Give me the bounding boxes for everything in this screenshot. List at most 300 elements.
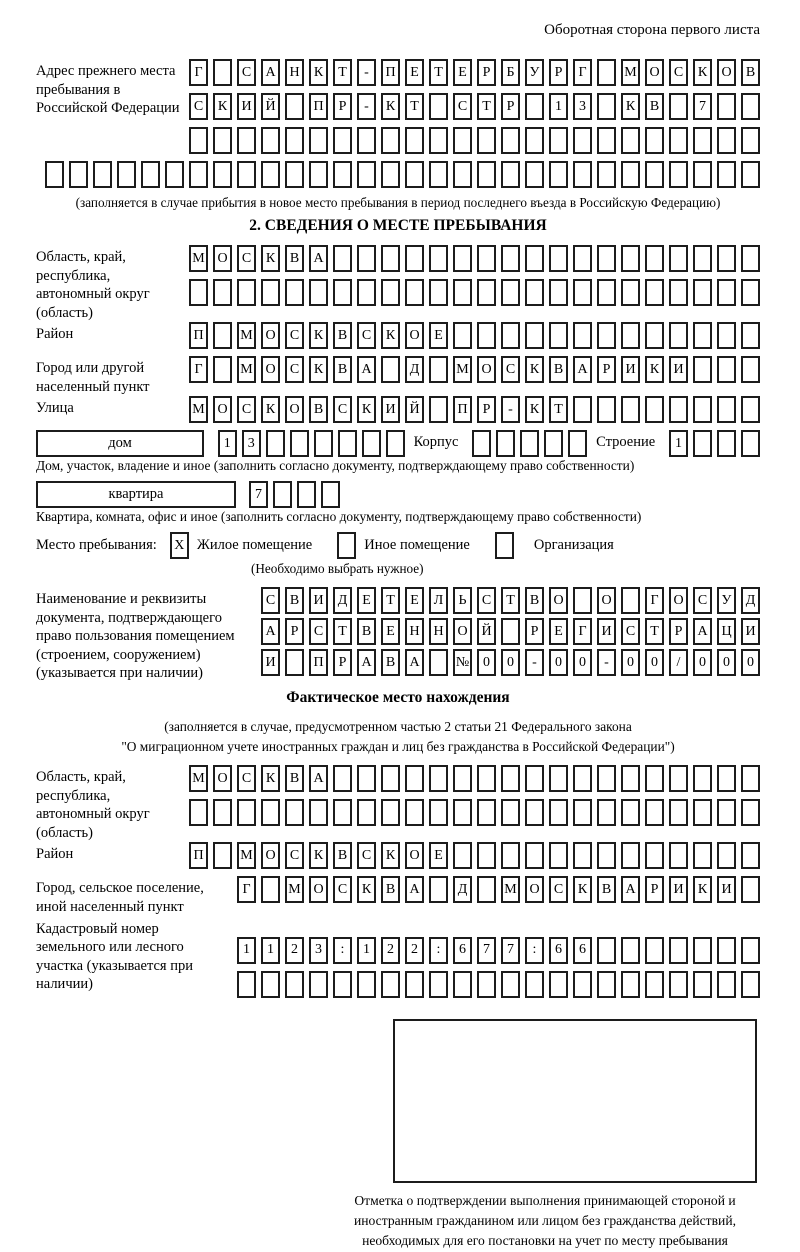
char-box[interactable]: -: [525, 649, 544, 676]
char-box[interactable]: 0: [645, 649, 664, 676]
char-box[interactable]: [717, 245, 736, 272]
char-box[interactable]: И: [309, 587, 328, 614]
char-box[interactable]: [213, 59, 232, 86]
char-box[interactable]: [597, 93, 616, 120]
char-box[interactable]: Г: [189, 356, 208, 383]
char-box[interactable]: [261, 971, 280, 998]
char-box[interactable]: [477, 842, 496, 869]
char-box[interactable]: [69, 161, 88, 188]
char-box[interactable]: [741, 799, 760, 826]
char-box[interactable]: [621, 842, 640, 869]
char-box[interactable]: К: [525, 356, 544, 383]
char-box[interactable]: [549, 842, 568, 869]
char-box[interactable]: К: [357, 396, 376, 423]
char-box[interactable]: К: [693, 59, 712, 86]
char-box[interactable]: Ь: [453, 587, 472, 614]
char-box[interactable]: М: [237, 356, 256, 383]
char-box[interactable]: Е: [381, 618, 400, 645]
char-box[interactable]: О: [717, 59, 736, 86]
char-box[interactable]: [717, 799, 736, 826]
char-box[interactable]: [525, 279, 544, 306]
char-box[interactable]: [693, 430, 712, 457]
char-box[interactable]: [93, 161, 112, 188]
char-box[interactable]: [362, 430, 381, 457]
char-box[interactable]: [381, 279, 400, 306]
char-box[interactable]: [453, 161, 472, 188]
char-box[interactable]: [741, 765, 760, 792]
char-box[interactable]: [453, 842, 472, 869]
char-box[interactable]: К: [261, 245, 280, 272]
char-box[interactable]: К: [381, 322, 400, 349]
char-box[interactable]: [189, 161, 208, 188]
char-box[interactable]: Р: [333, 649, 352, 676]
char-box[interactable]: Б: [501, 59, 520, 86]
char-box[interactable]: [741, 356, 760, 383]
char-box[interactable]: Т: [333, 618, 352, 645]
char-box[interactable]: С: [237, 245, 256, 272]
char-box[interactable]: В: [309, 396, 328, 423]
char-box[interactable]: [285, 161, 304, 188]
char-box[interactable]: [717, 765, 736, 792]
char-box[interactable]: [477, 279, 496, 306]
char-box[interactable]: [669, 161, 688, 188]
char-box[interactable]: 0: [621, 649, 640, 676]
char-box[interactable]: [525, 245, 544, 272]
char-box[interactable]: А: [405, 649, 424, 676]
char-box[interactable]: [429, 649, 448, 676]
char-box[interactable]: [285, 279, 304, 306]
char-box[interactable]: [405, 127, 424, 154]
char-box[interactable]: 0: [717, 649, 736, 676]
char-box[interactable]: П: [189, 842, 208, 869]
char-box[interactable]: [429, 971, 448, 998]
char-box[interactable]: В: [597, 876, 616, 903]
char-box[interactable]: С: [285, 842, 304, 869]
char-box[interactable]: М: [453, 356, 472, 383]
char-box[interactable]: К: [309, 356, 328, 383]
char-box[interactable]: [357, 799, 376, 826]
char-box[interactable]: [669, 799, 688, 826]
char-box[interactable]: 7: [693, 93, 712, 120]
char-box[interactable]: [597, 765, 616, 792]
char-box[interactable]: [213, 161, 232, 188]
char-box[interactable]: В: [333, 842, 352, 869]
char-box[interactable]: [525, 765, 544, 792]
char-box[interactable]: [621, 396, 640, 423]
char-box[interactable]: [290, 430, 309, 457]
char-box[interactable]: Р: [645, 876, 664, 903]
char-box[interactable]: [386, 430, 405, 457]
char-box[interactable]: [261, 161, 280, 188]
char-box[interactable]: [429, 127, 448, 154]
char-box[interactable]: М: [189, 765, 208, 792]
char-box[interactable]: В: [285, 587, 304, 614]
char-box[interactable]: [669, 245, 688, 272]
char-box[interactable]: [189, 127, 208, 154]
char-box[interactable]: Н: [285, 59, 304, 86]
char-box[interactable]: Р: [669, 618, 688, 645]
char-box[interactable]: [621, 245, 640, 272]
char-box[interactable]: [669, 279, 688, 306]
char-box[interactable]: 0: [693, 649, 712, 676]
char-box[interactable]: [573, 587, 592, 614]
char-box[interactable]: О: [285, 396, 304, 423]
char-box[interactable]: С: [237, 396, 256, 423]
char-box[interactable]: [429, 356, 448, 383]
char-box[interactable]: [717, 161, 736, 188]
char-box[interactable]: [213, 356, 232, 383]
char-box[interactable]: М: [189, 245, 208, 272]
char-box[interactable]: О: [213, 245, 232, 272]
char-box[interactable]: И: [237, 93, 256, 120]
char-box[interactable]: [645, 971, 664, 998]
char-box[interactable]: [741, 430, 760, 457]
char-box[interactable]: Й: [477, 618, 496, 645]
char-box[interactable]: [285, 799, 304, 826]
char-box[interactable]: [381, 799, 400, 826]
char-box[interactable]: [453, 127, 472, 154]
char-box[interactable]: А: [261, 618, 280, 645]
char-box[interactable]: В: [525, 587, 544, 614]
char-box[interactable]: [621, 322, 640, 349]
char-box[interactable]: М: [237, 322, 256, 349]
char-box[interactable]: К: [525, 396, 544, 423]
char-box[interactable]: [477, 799, 496, 826]
char-box[interactable]: [573, 396, 592, 423]
char-box[interactable]: П: [189, 322, 208, 349]
char-box[interactable]: В: [381, 649, 400, 676]
char-box[interactable]: К: [693, 876, 712, 903]
char-box[interactable]: М: [501, 876, 520, 903]
char-box[interactable]: [333, 161, 352, 188]
char-box[interactable]: [645, 396, 664, 423]
char-box[interactable]: [405, 279, 424, 306]
char-box[interactable]: [669, 842, 688, 869]
char-box[interactable]: О: [645, 59, 664, 86]
char-box[interactable]: [309, 279, 328, 306]
char-box[interactable]: [645, 937, 664, 964]
char-box[interactable]: [213, 322, 232, 349]
char-box[interactable]: [405, 765, 424, 792]
char-box[interactable]: К: [261, 765, 280, 792]
char-box[interactable]: Г: [645, 587, 664, 614]
char-box[interactable]: [333, 971, 352, 998]
char-box[interactable]: К: [261, 396, 280, 423]
char-box[interactable]: [693, 765, 712, 792]
char-box[interactable]: К: [357, 876, 376, 903]
char-box[interactable]: [741, 396, 760, 423]
char-box[interactable]: У: [525, 59, 544, 86]
char-box[interactable]: С: [237, 765, 256, 792]
char-box[interactable]: [741, 127, 760, 154]
char-box[interactable]: Ц: [717, 618, 736, 645]
char-box[interactable]: [189, 279, 208, 306]
char-box[interactable]: [741, 245, 760, 272]
char-box[interactable]: -: [597, 649, 616, 676]
char-box[interactable]: [549, 765, 568, 792]
char-box[interactable]: [477, 765, 496, 792]
char-box[interactable]: [717, 356, 736, 383]
char-box[interactable]: 2: [285, 937, 304, 964]
char-box[interactable]: [453, 971, 472, 998]
char-box[interactable]: [669, 127, 688, 154]
char-box[interactable]: В: [333, 322, 352, 349]
char-box[interactable]: С: [501, 356, 520, 383]
char-box[interactable]: К: [645, 356, 664, 383]
char-box[interactable]: И: [381, 396, 400, 423]
char-box[interactable]: [741, 161, 760, 188]
char-box[interactable]: [573, 971, 592, 998]
char-box[interactable]: С: [549, 876, 568, 903]
char-box[interactable]: [213, 799, 232, 826]
char-box[interactable]: [573, 765, 592, 792]
char-box[interactable]: Т: [501, 587, 520, 614]
char-box[interactable]: [693, 842, 712, 869]
char-box[interactable]: В: [549, 356, 568, 383]
char-box[interactable]: -: [501, 396, 520, 423]
char-box[interactable]: 3: [573, 93, 592, 120]
char-box[interactable]: [597, 937, 616, 964]
char-box[interactable]: [693, 396, 712, 423]
char-box[interactable]: [429, 876, 448, 903]
char-box[interactable]: Н: [429, 618, 448, 645]
char-box[interactable]: 1: [237, 937, 256, 964]
char-box[interactable]: О: [549, 587, 568, 614]
char-box[interactable]: [496, 430, 515, 457]
char-box[interactable]: Г: [573, 59, 592, 86]
char-box[interactable]: Р: [501, 93, 520, 120]
char-box[interactable]: 7: [501, 937, 520, 964]
char-box[interactable]: 7: [477, 937, 496, 964]
char-box[interactable]: [338, 430, 357, 457]
char-box[interactable]: Р: [549, 59, 568, 86]
char-box[interactable]: [549, 161, 568, 188]
char-box[interactable]: [453, 322, 472, 349]
char-box[interactable]: О: [525, 876, 544, 903]
char-box[interactable]: Е: [429, 322, 448, 349]
char-box[interactable]: [621, 587, 640, 614]
char-box[interactable]: [573, 322, 592, 349]
char-box[interactable]: Р: [477, 59, 496, 86]
char-box[interactable]: [477, 971, 496, 998]
char-box[interactable]: О: [213, 765, 232, 792]
char-box[interactable]: [357, 765, 376, 792]
char-box[interactable]: [285, 93, 304, 120]
char-box[interactable]: [549, 971, 568, 998]
char-box[interactable]: [333, 765, 352, 792]
char-box[interactable]: Г: [189, 59, 208, 86]
char-box[interactable]: №: [453, 649, 472, 676]
char-box[interactable]: [525, 799, 544, 826]
char-box[interactable]: 1: [669, 430, 688, 457]
char-box[interactable]: Р: [285, 618, 304, 645]
char-box[interactable]: [597, 245, 616, 272]
char-box[interactable]: [645, 842, 664, 869]
char-box[interactable]: [165, 161, 184, 188]
char-box[interactable]: 0: [741, 649, 760, 676]
char-box[interactable]: [597, 59, 616, 86]
char-box[interactable]: Е: [453, 59, 472, 86]
char-box[interactable]: С: [309, 618, 328, 645]
char-box[interactable]: Е: [405, 59, 424, 86]
char-box[interactable]: В: [285, 765, 304, 792]
char-box[interactable]: [309, 127, 328, 154]
char-box[interactable]: С: [357, 322, 376, 349]
char-box[interactable]: И: [717, 876, 736, 903]
char-box[interactable]: М: [621, 59, 640, 86]
char-box[interactable]: [525, 971, 544, 998]
char-box[interactable]: О: [309, 876, 328, 903]
char-box[interactable]: А: [261, 59, 280, 86]
char-box[interactable]: С: [333, 396, 352, 423]
char-box[interactable]: [693, 161, 712, 188]
char-box[interactable]: П: [453, 396, 472, 423]
char-box[interactable]: [549, 245, 568, 272]
char-box[interactable]: [405, 971, 424, 998]
char-box[interactable]: 7: [249, 481, 268, 508]
char-box[interactable]: [717, 279, 736, 306]
char-box[interactable]: С: [333, 876, 352, 903]
char-box[interactable]: В: [645, 93, 664, 120]
char-box[interactable]: :: [429, 937, 448, 964]
char-box[interactable]: [717, 842, 736, 869]
char-box[interactable]: Г: [237, 876, 256, 903]
char-box[interactable]: И: [597, 618, 616, 645]
char-box[interactable]: [573, 842, 592, 869]
char-box[interactable]: Т: [477, 93, 496, 120]
char-box[interactable]: [621, 799, 640, 826]
char-box[interactable]: [568, 430, 587, 457]
char-box[interactable]: К: [573, 876, 592, 903]
char-box[interactable]: [189, 799, 208, 826]
char-box[interactable]: О: [477, 356, 496, 383]
char-box[interactable]: [429, 765, 448, 792]
char-box[interactable]: Е: [429, 842, 448, 869]
char-box[interactable]: [381, 971, 400, 998]
char-box[interactable]: [333, 279, 352, 306]
char-box[interactable]: Й: [405, 396, 424, 423]
char-box[interactable]: [597, 127, 616, 154]
dom-field-label[interactable]: дом: [36, 430, 204, 457]
char-box[interactable]: [520, 430, 539, 457]
char-box[interactable]: [669, 396, 688, 423]
char-box[interactable]: [357, 279, 376, 306]
char-box[interactable]: :: [525, 937, 544, 964]
char-box[interactable]: :: [333, 937, 352, 964]
char-box[interactable]: [285, 127, 304, 154]
char-box[interactable]: [525, 161, 544, 188]
char-box[interactable]: [237, 971, 256, 998]
char-box[interactable]: [501, 127, 520, 154]
char-box[interactable]: [261, 876, 280, 903]
char-box[interactable]: [693, 279, 712, 306]
char-box[interactable]: [309, 161, 328, 188]
char-box[interactable]: Й: [261, 93, 280, 120]
char-box[interactable]: К: [309, 59, 328, 86]
char-box[interactable]: А: [309, 245, 328, 272]
char-box[interactable]: [261, 279, 280, 306]
char-box[interactable]: И: [621, 356, 640, 383]
char-box[interactable]: [717, 322, 736, 349]
char-box[interactable]: В: [357, 618, 376, 645]
char-box[interactable]: П: [309, 649, 328, 676]
char-box[interactable]: А: [309, 765, 328, 792]
char-box[interactable]: 1: [549, 93, 568, 120]
char-box[interactable]: [621, 161, 640, 188]
char-box[interactable]: [525, 842, 544, 869]
char-box[interactable]: О: [405, 322, 424, 349]
char-box[interactable]: [525, 93, 544, 120]
char-box[interactable]: Д: [741, 587, 760, 614]
char-box[interactable]: [261, 799, 280, 826]
char-box[interactable]: [717, 937, 736, 964]
char-box[interactable]: [597, 971, 616, 998]
char-box[interactable]: [597, 396, 616, 423]
char-box[interactable]: [381, 127, 400, 154]
char-box[interactable]: [544, 430, 563, 457]
char-box[interactable]: [237, 161, 256, 188]
char-box[interactable]: Т: [645, 618, 664, 645]
char-box[interactable]: [501, 971, 520, 998]
char-box[interactable]: О: [261, 356, 280, 383]
char-box[interactable]: [645, 279, 664, 306]
char-box[interactable]: [405, 161, 424, 188]
char-box[interactable]: [314, 430, 333, 457]
char-box[interactable]: [261, 127, 280, 154]
char-box[interactable]: Р: [333, 93, 352, 120]
char-box[interactable]: Т: [429, 59, 448, 86]
char-box[interactable]: [381, 356, 400, 383]
char-box[interactable]: [621, 971, 640, 998]
char-box[interactable]: [741, 876, 760, 903]
char-box[interactable]: [213, 127, 232, 154]
char-box[interactable]: [693, 127, 712, 154]
char-box[interactable]: [573, 279, 592, 306]
char-box[interactable]: [213, 279, 232, 306]
char-box[interactable]: [45, 161, 64, 188]
char-box[interactable]: [429, 161, 448, 188]
char-box[interactable]: С: [693, 587, 712, 614]
char-box[interactable]: [357, 161, 376, 188]
char-box[interactable]: [495, 532, 514, 559]
char-box[interactable]: [645, 127, 664, 154]
char-box[interactable]: [549, 322, 568, 349]
char-box[interactable]: 6: [549, 937, 568, 964]
char-box[interactable]: [333, 127, 352, 154]
char-box[interactable]: [621, 765, 640, 792]
char-box[interactable]: 1: [357, 937, 376, 964]
char-box[interactable]: [549, 799, 568, 826]
char-box[interactable]: Р: [477, 396, 496, 423]
char-box[interactable]: 1: [261, 937, 280, 964]
char-box[interactable]: [717, 971, 736, 998]
char-box[interactable]: [621, 937, 640, 964]
char-box[interactable]: [669, 322, 688, 349]
char-box[interactable]: 6: [453, 937, 472, 964]
char-box[interactable]: С: [477, 587, 496, 614]
char-box[interactable]: [429, 279, 448, 306]
char-box[interactable]: [693, 356, 712, 383]
char-box[interactable]: [645, 245, 664, 272]
char-box[interactable]: С: [189, 93, 208, 120]
char-box[interactable]: [621, 279, 640, 306]
char-box[interactable]: [381, 245, 400, 272]
char-box[interactable]: О: [453, 618, 472, 645]
char-box[interactable]: А: [405, 876, 424, 903]
char-box[interactable]: И: [261, 649, 280, 676]
char-box[interactable]: С: [357, 842, 376, 869]
char-box[interactable]: [645, 765, 664, 792]
